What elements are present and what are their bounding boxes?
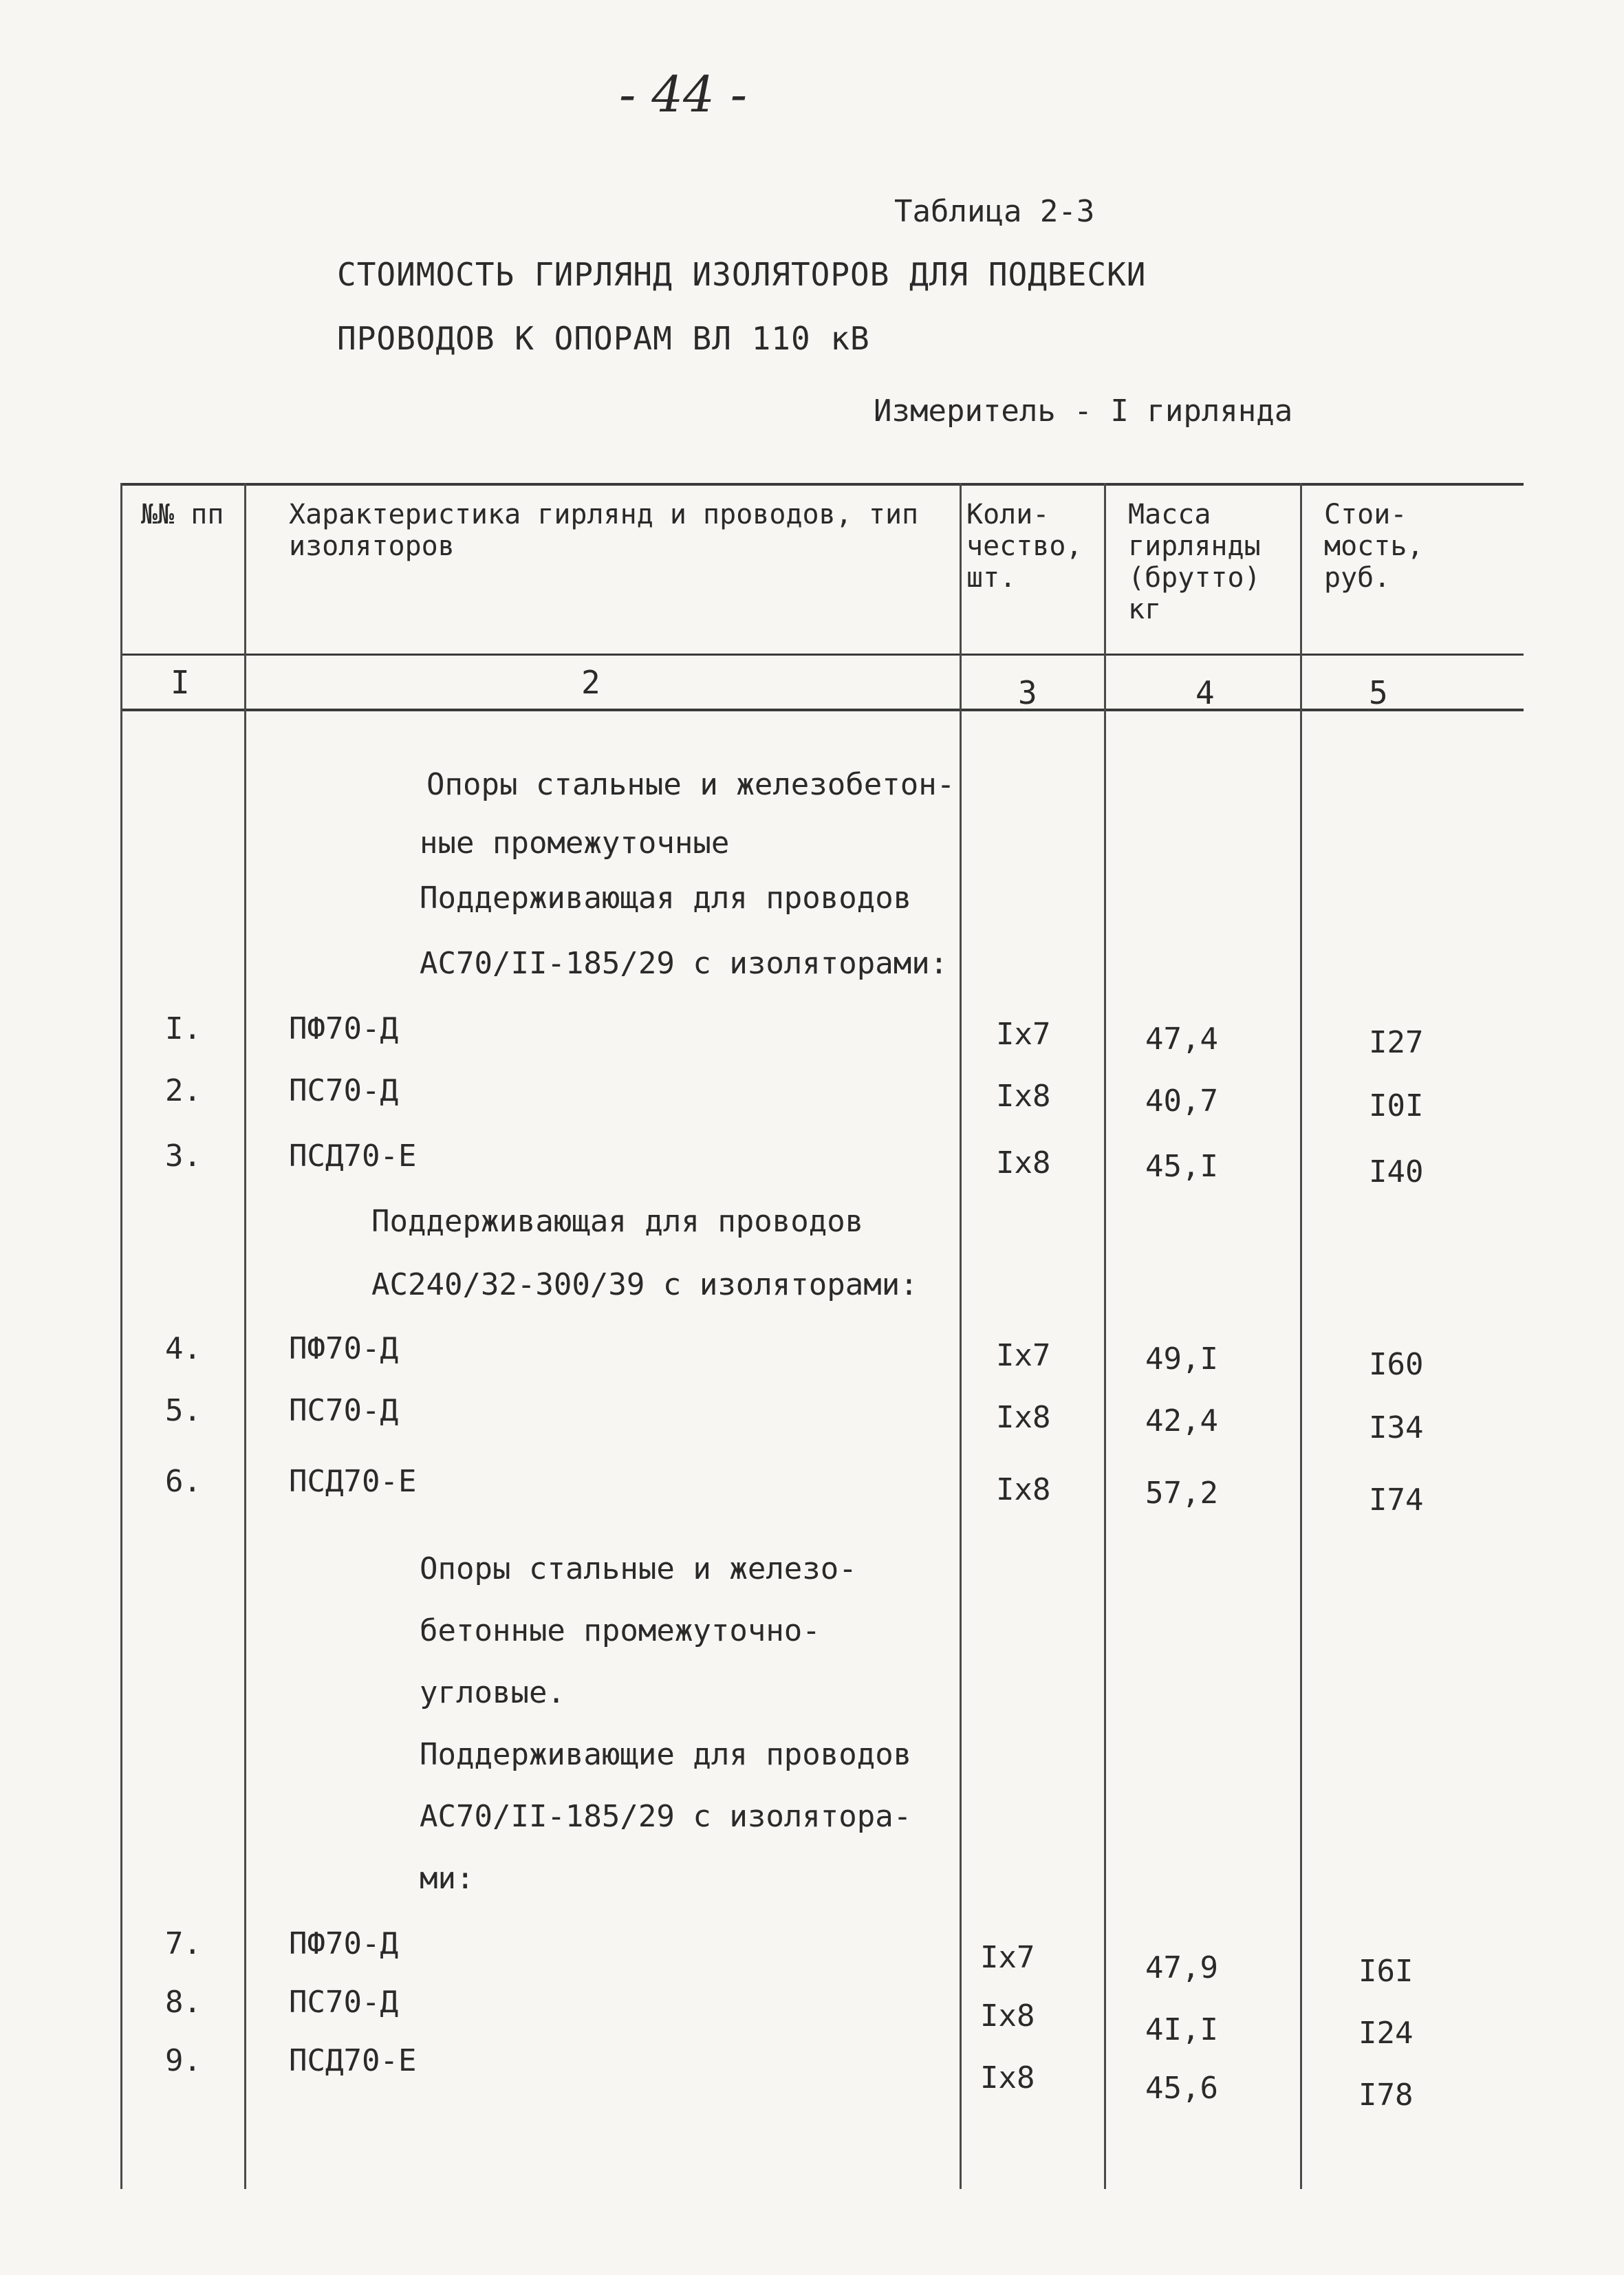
row-number: 8.	[165, 1985, 202, 2020]
insulator-type: ПФ70-Д	[289, 1011, 398, 1046]
row-number: 7.	[165, 1926, 202, 1961]
quantity-value: Iх7	[996, 1017, 1051, 1052]
row-number: 3.	[165, 1139, 202, 1174]
row-number: 6.	[165, 1464, 202, 1499]
insulator-type: ПФ70-Д	[289, 1926, 398, 1961]
insulator-type: ПС70-Д	[289, 1985, 398, 2020]
measure-unit: Измеритель - I гирлянда	[874, 393, 1293, 429]
section-heading: Опоры стальные и железо-	[420, 1551, 857, 1586]
col-number-1: I	[171, 664, 190, 701]
quantity-value: Iх7	[996, 1338, 1051, 1373]
quantity-value: Iх8	[996, 1079, 1051, 1114]
table-number: Таблица 2-3	[894, 194, 1095, 229]
quantity-value: Iх7	[980, 1940, 1035, 1975]
cost-value: I24	[1358, 2016, 1414, 2051]
header-characteristics: Характеристика гирлянд и проводов, тип изоляторов	[289, 499, 919, 562]
header-quantity: Коли- чество, шт.	[966, 499, 1083, 594]
col-number-5: 5	[1369, 674, 1388, 711]
col-divider-3	[1104, 483, 1106, 2189]
section-subheading: АС70/II-185/29 с изолятора-	[420, 1799, 912, 1834]
mass-value: 49,I	[1145, 1341, 1218, 1377]
col-divider-2	[960, 483, 962, 2189]
header-bottom-rule	[120, 654, 1524, 656]
section-heading: бетонные промежуточно-	[420, 1613, 821, 1648]
insulator-type: ПС70-Д	[289, 1073, 398, 1108]
quantity-value: Iх8	[980, 2060, 1035, 2095]
insulator-type: ПСД70-Е	[289, 1464, 417, 1499]
section-subheading: Поддерживающая для проводов	[371, 1204, 864, 1239]
cost-value: I74	[1369, 1482, 1424, 1518]
col-divider-1	[244, 483, 246, 2189]
row-number: I.	[165, 1011, 202, 1046]
header-mass: Масса гирлянды (брутто) кг	[1128, 499, 1261, 625]
section-heading: ные промежуточные	[420, 826, 730, 861]
quantity-value: Iх8	[996, 1472, 1051, 1507]
row-number: 2.	[165, 1073, 202, 1108]
section-subheading: Поддерживающая для проводов	[420, 881, 912, 916]
quantity-value: Iх8	[980, 1998, 1035, 2034]
insulator-type: ПФ70-Д	[289, 1331, 398, 1366]
table-top-rule	[120, 483, 1524, 486]
cost-value: I27	[1369, 1025, 1424, 1060]
section-heading: Опоры стальные и железобетон-	[426, 767, 955, 802]
section-subheading: АС70/II-185/29 с изоляторами:	[420, 946, 949, 981]
mass-value: 45,I	[1145, 1149, 1218, 1184]
col-divider-4	[1300, 483, 1302, 2189]
col-number-2: 2	[581, 664, 600, 701]
cost-value: I78	[1358, 2078, 1414, 2113]
mass-value: 40,7	[1145, 1083, 1218, 1119]
header-cost: Стои- мость, руб.	[1324, 499, 1424, 594]
row-number: 4.	[165, 1331, 202, 1366]
insulator-type: ПСД70-Е	[289, 2043, 417, 2078]
col-number-3: 3	[1018, 674, 1037, 711]
row-number: 9.	[165, 2043, 202, 2078]
section-subheading: АС240/32-300/39 с изоляторами:	[371, 1267, 918, 1302]
table-title-line-2: ПРОВОДОВ К ОПОРАМ ВЛ 110 кВ	[337, 320, 870, 357]
insulator-type: ПС70-Д	[289, 1393, 398, 1428]
cost-value: I0I	[1369, 1088, 1424, 1123]
section-heading: угловые.	[420, 1675, 565, 1710]
col-number-bottom-rule	[120, 709, 1524, 711]
mass-value: 4I,I	[1145, 2012, 1218, 2047]
page-number: - 44 -	[619, 65, 748, 123]
cost-value: I34	[1369, 1410, 1424, 1445]
row-number: 5.	[165, 1393, 202, 1428]
col-number-4: 4	[1195, 674, 1215, 711]
quantity-value: Iх8	[996, 1400, 1051, 1435]
mass-value: 47,4	[1145, 1022, 1218, 1057]
quantity-value: Iх8	[996, 1145, 1051, 1180]
header-row-number: №№ пп	[141, 499, 224, 530]
section-subheading: ми:	[420, 1861, 475, 1896]
mass-value: 42,4	[1145, 1403, 1218, 1438]
cost-value: I6I	[1358, 1954, 1414, 1989]
mass-value: 47,9	[1145, 1950, 1218, 1985]
cost-value: I60	[1369, 1347, 1424, 1382]
insulator-type: ПСД70-Е	[289, 1139, 417, 1174]
mass-value: 57,2	[1145, 1476, 1218, 1511]
cost-value: I40	[1369, 1154, 1424, 1189]
table-title-line-1: СТОИМОСТЬ ГИРЛЯНД ИЗОЛЯТОРОВ ДЛЯ ПОДВЕСКИ	[337, 256, 1147, 293]
section-subheading: Поддерживающие для проводов	[420, 1737, 912, 1772]
mass-value: 45,6	[1145, 2071, 1218, 2106]
table-left-border	[120, 483, 122, 2189]
